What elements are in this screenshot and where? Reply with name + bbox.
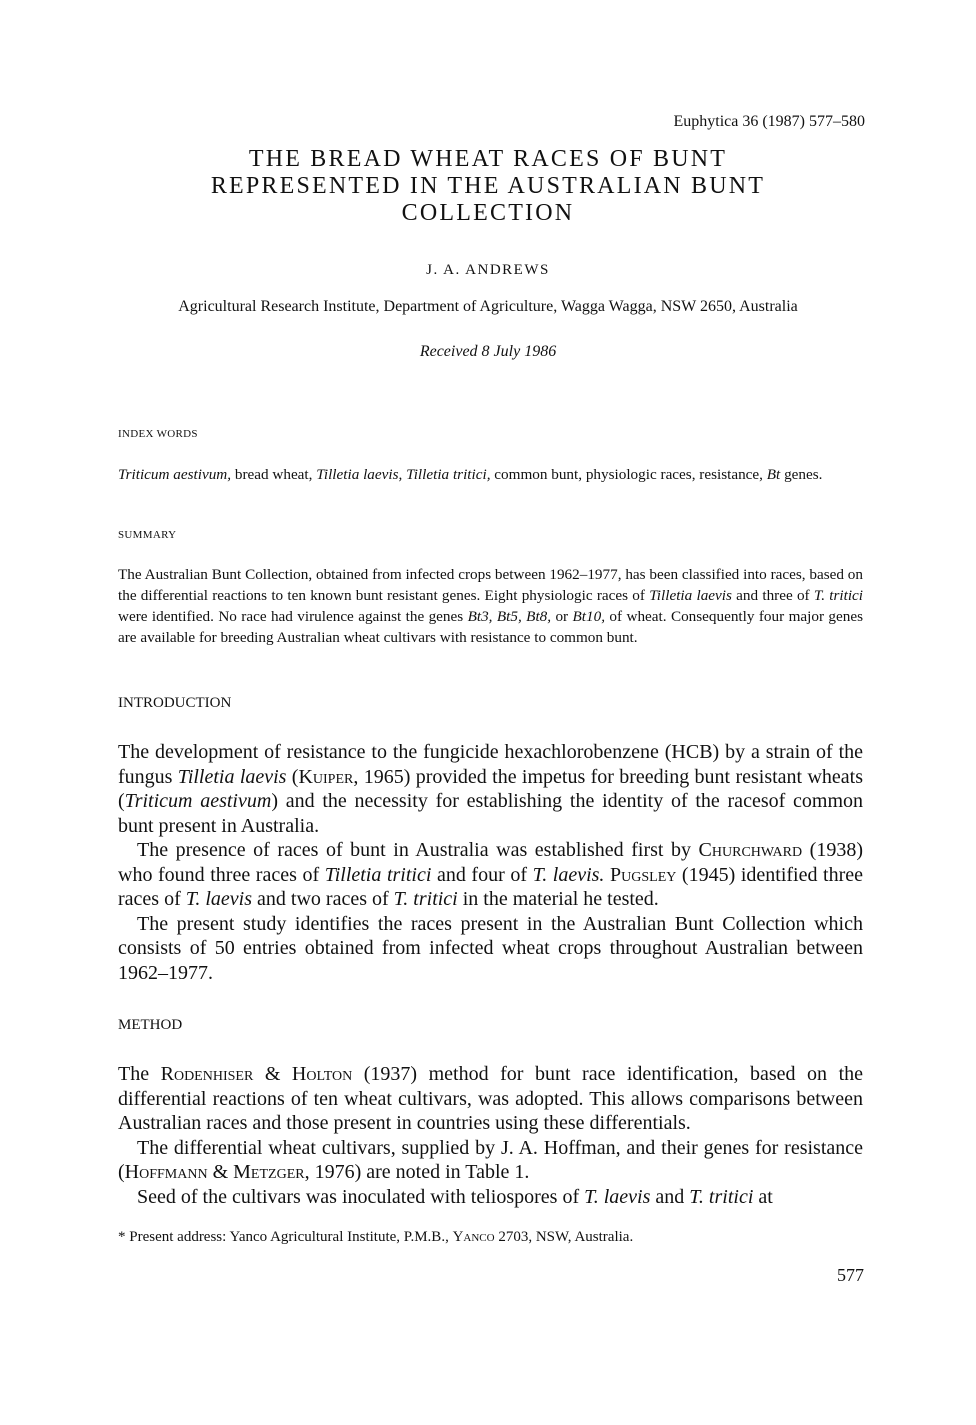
intro-paragraph-1: The development of resistance to the fungicide hexachlorobenzene (HCB) by a strain of the fungus Tilletia laevis (Kuiper, 1965) provided the impetus for breeding bunt resistant wheats (Triticum aestivum) and the necessity for establishing the identity of the racesof common bunt present in Australia. <box>118 741 863 837</box>
summary-text: The Australian Bunt Collection, obtained from infected crops between 1962–1977, has been classified into races, based on the differential reactions to ten known bunt resistant genes. Eight physiologic races of Tilletia laevis and three of T. tritici were identified. No race had virulence against the genes Bt3, Bt5, Bt8, or Bt10, of wheat. Consequently four major genes are available for breeding Australian wheat cultivars with resistance to common bunt. <box>118 566 863 646</box>
title-line-2: REPRESENTED IN THE AUSTRALIAN BUNT <box>210 173 766 199</box>
index-term: Bt <box>766 466 781 483</box>
index-term: Triticum aestivum, <box>118 466 232 483</box>
method-paragraph-1: The Rodenhiser & Holton (1937) method for bunt race identification, based on the differential reactions of ten wheat cultivars, was adopted. This allows comparisons between Australian races and those present in countries using these differentials. <box>118 1063 864 1134</box>
author-affiliation: Agricultural Research Institute, Department of Agriculture, Wagga Wagga, NSW 2650, Australia <box>178 298 798 315</box>
journal-reference: Euphytica 36 (1987) 577–580 <box>673 113 865 130</box>
method-body <box>118 1062 863 1209</box>
index-term: common bunt, physiologic races, resistance, <box>490 466 767 483</box>
title-line-3: COLLECTION <box>401 200 575 226</box>
method-paragraph-3: Seed of the cultivars was inoculated with teliospores of T. laevis and T. tritici at <box>137 1185 773 1208</box>
index-words-text <box>118 464 863 485</box>
page-number: 577 <box>837 1265 864 1285</box>
index-words-label: INDEX WORDS <box>118 428 198 440</box>
received-date: Received 8 July 1986 <box>419 343 557 360</box>
intro-paragraph-3: The present study identifies the races present in the Australian Bunt Collection which consists of 50 entries obtained from infected wheat crops throughout Australian between 1962–1977. <box>118 912 863 984</box>
index-term: bread wheat, <box>231 466 317 483</box>
introduction-heading: INTRODUCTION <box>118 695 232 711</box>
author-name: J. A. ANDREWS <box>426 262 550 278</box>
introduction-body <box>118 740 863 985</box>
title-line-1: THE BREAD WHEAT RACES OF BUNT <box>248 146 728 172</box>
paper-title <box>118 146 858 227</box>
index-term: genes. <box>780 466 823 483</box>
summary-label: SUMMARY <box>118 529 177 541</box>
method-heading: METHOD <box>118 1017 183 1033</box>
index-term: Tilletia laevis, Tilletia tritici, <box>316 466 491 483</box>
intro-paragraph-2: The presence of races of bunt in Australia was established first by Churchward (1938) who found three races of Tilletia tritici and four of T. laevis. Pugsley (1945) identified three races of T. laevis and two races of T. tritici in the material he tested. <box>118 839 864 910</box>
footnote: * Present address: Yanco Agricultural Institute, P.M.B., Yanco 2703, NSW, Australia. <box>118 1229 634 1245</box>
method-paragraph-2: The differential wheat cultivars, supplied by J. A. Hoffman, and their genes for resistance (Hoffmann & Metzger, 1976) are noted in Table 1. <box>118 1136 863 1183</box>
